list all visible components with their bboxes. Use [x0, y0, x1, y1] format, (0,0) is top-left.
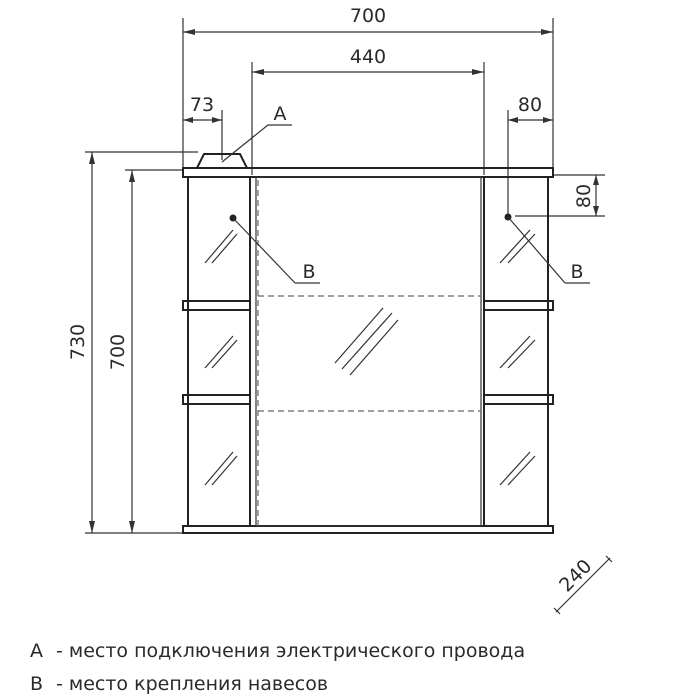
dim-overall-height-label: 730 — [67, 323, 89, 361]
right-shelf-lower — [484, 395, 553, 404]
marker-a-label: A — [273, 103, 287, 125]
dim-hook-side-offset — [508, 94, 553, 215]
legend-a-text: - место подключения электрического провода — [56, 640, 526, 662]
dim-lamp-offset — [183, 94, 222, 160]
dim-depth — [554, 555, 612, 614]
dim-depth-label: 240 — [555, 555, 597, 597]
top-shelf — [183, 168, 553, 177]
dim-overall-width-label: 700 — [349, 5, 387, 27]
dim-body-height — [107, 170, 183, 533]
bottom-shelf — [183, 526, 553, 533]
glass-hatching — [205, 230, 535, 485]
cabinet-body — [183, 154, 553, 533]
legend-a-letter: A — [30, 640, 43, 662]
dim-hook-vertical-offset-label: 80 — [573, 183, 595, 209]
legend — [30, 640, 525, 695]
dim-body-height-label: 700 — [107, 333, 129, 371]
mirror-panel — [256, 177, 481, 526]
dim-hook-vertical-offset — [515, 175, 605, 216]
marker-b-left — [230, 215, 321, 284]
legend-b-letter: B — [30, 673, 44, 695]
marker-b-right-label: B — [570, 261, 584, 283]
dim-overall-width — [183, 5, 553, 168]
legend-b-text: - место крепления навесов — [56, 673, 329, 695]
left-shelf-lower — [183, 395, 250, 404]
dim-mirror-width-label: 440 — [349, 46, 387, 68]
marker-b-left-label: B — [302, 261, 316, 283]
left-shelf-upper — [183, 301, 250, 310]
dim-lamp-offset-label: 73 — [189, 94, 215, 116]
marker-a — [222, 103, 292, 162]
dim-mirror-width — [252, 46, 484, 175]
dim-hook-side-offset-label: 80 — [517, 94, 543, 116]
right-shelf-upper — [484, 301, 553, 310]
